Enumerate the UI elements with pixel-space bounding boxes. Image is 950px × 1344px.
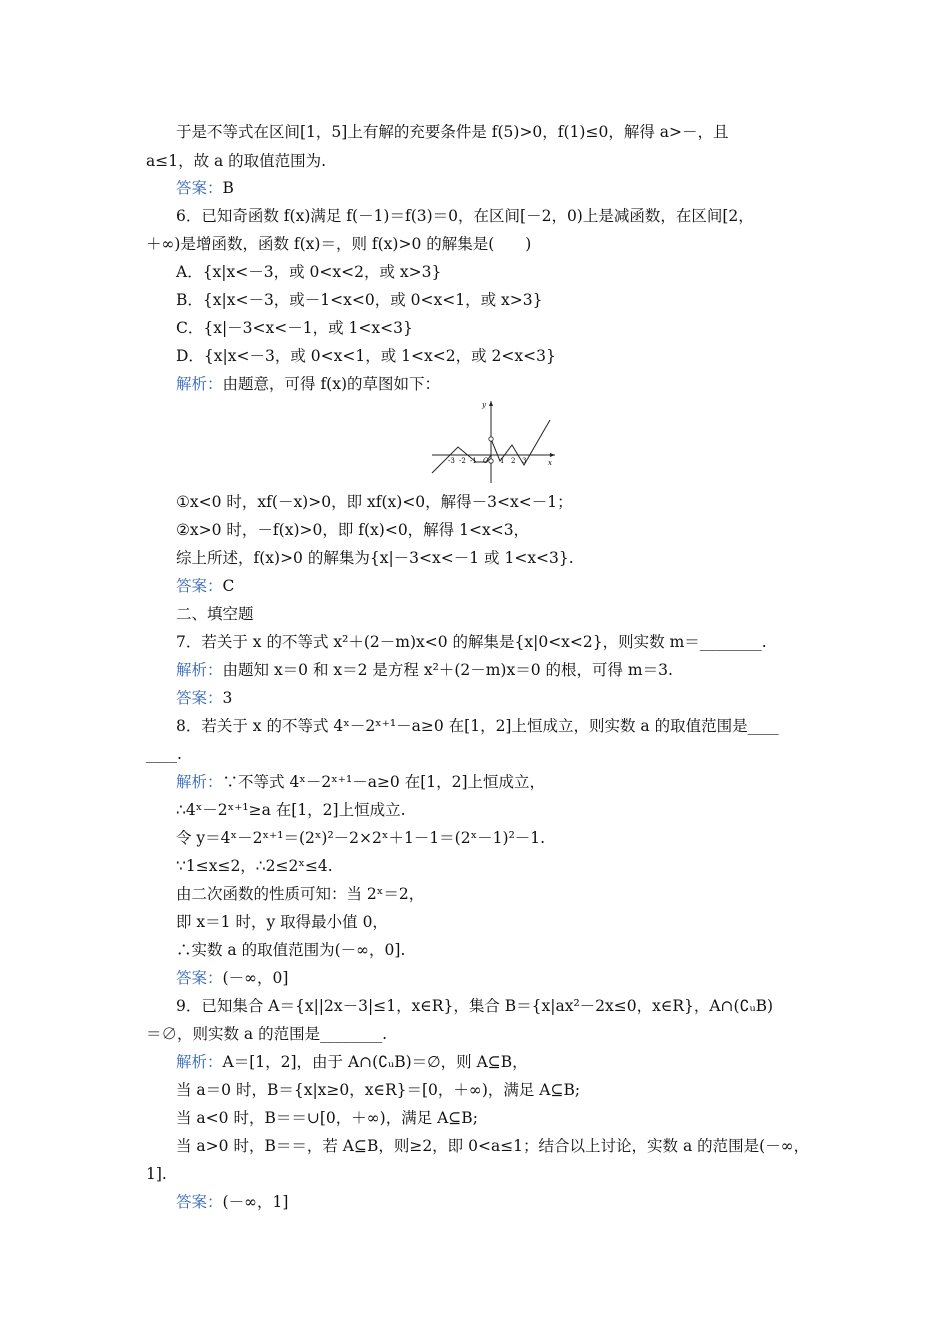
analysis-label: 解析：	[176, 375, 223, 393]
analysis-label: 解析：	[176, 1053, 223, 1071]
answer-label: 答案：	[176, 179, 223, 197]
text-line: ①x<0 时，xf(－x)>0，即 xf(x)<0，解得－3<x<－1；	[176, 493, 573, 511]
analysis-label: 解析：	[176, 773, 223, 791]
text-line: 由二次函数的性质可知：当 2ˣ＝2，	[176, 885, 425, 903]
text-line: 令 y＝4ˣ－2ˣ⁺¹＝(2ˣ)²－2×2ˣ＋1－1＝(2ˣ－1)²－1.	[176, 829, 546, 847]
section-heading: 二、填空题	[176, 605, 254, 623]
text-line: ∴4ˣ－2ˣ⁺¹≥a 在[1，2]上恒成立.	[176, 801, 406, 819]
option-d: D．{x|x<－3，或 0<x<1，或 1<x<2，或 2<x<3}	[176, 347, 556, 365]
answer-line: 答案：(－∞，1]	[176, 1193, 289, 1211]
y-axis-label: y	[482, 401, 486, 409]
tick-label: -3	[448, 457, 455, 465]
answer-label: 答案：	[176, 1193, 223, 1211]
text-line: 1].	[146, 1165, 167, 1183]
analysis-label: 解析：	[176, 661, 223, 679]
question-7: 7．若关于 x 的不等式 x²＋(2－m)x<0 的解集是{x|0<x<2}，则实数 m＝________.	[176, 633, 767, 651]
text-line: a≤1，故 a 的取值范围为.	[146, 152, 327, 170]
text-line: 当 a>0 时，B＝＝，若 A⊆B，则≥2，即 0<a≤1；结合以上讨论，实数 a 的范围是(－∞，	[176, 1137, 810, 1155]
analysis-line: 解析：A＝[1，2]，由于 A∩(∁ᵤB)＝∅，则 A⊆B，	[176, 1053, 528, 1071]
function-sketch-graph	[420, 395, 560, 485]
answer-line: 答案：C	[176, 577, 235, 595]
text-line: ②x>0 时，－f(x)>0，即 f(x)<0，解得 1<x<3，	[176, 521, 530, 539]
tick-label: 2	[511, 457, 516, 465]
question-9: 9．已知集合 A＝{x||2x－3|≤1，x∈R}，集合 B＝{x|ax²－2x≤0，x∈R}，A∩(∁ᵤB)	[176, 997, 774, 1015]
open-point-bottom	[489, 459, 493, 463]
question-6: 6．已知奇函数 f(x)满足 f(－1)＝f(3)＝0，在区间[－2，0)上是减函数，在区间[2，	[176, 207, 754, 225]
analysis-line: 解析：由题知 x＝0 和 x＝2 是方程 x²＋(2－m)x＝0 的根，可得 m＝3.	[176, 661, 673, 679]
option-a: A．{x|x<－3，或 0<x<2，或 x>3}	[176, 263, 442, 281]
tick-label: O	[483, 457, 489, 465]
open-point-top	[489, 437, 493, 441]
question-8: 8．若关于 x 的不等式 4ˣ－2ˣ⁺¹－a≥0 在[1，2]上恒成立，则实数 a 的取值范围是____	[176, 717, 779, 735]
analysis-line: 解析：∵不等式 4ˣ－2ˣ⁺¹－a≥0 在[1，2]上恒成立，	[176, 773, 546, 791]
text-line: 综上所述，f(x)>0 的解集为{x|－3<x<－1 或 1<x<3}.	[176, 549, 574, 567]
answer-line: 答案：3	[176, 689, 233, 707]
x-axis-arrow	[550, 453, 555, 457]
answer-line: 答案：B	[176, 179, 234, 197]
text-line: ∵1≤x≤2，∴2≤2ˣ≤4.	[176, 857, 333, 875]
text-line: ＋∞)是增函数，函数 f(x)＝，则 f(x)>0 的解集是( )	[146, 235, 532, 253]
analysis-line: 解析：由题意，可得 f(x)的草图如下：	[176, 375, 441, 393]
tick-label: -2	[459, 457, 466, 465]
text-line: ＝∅，则实数 a 的范围是________.	[146, 1025, 388, 1043]
answer-label: 答案：	[176, 689, 223, 707]
tick-label: 3	[522, 457, 527, 465]
text-line: 当 a＝0 时，B＝{x|x≥0，x∈R}＝[0，＋∞)，满足 A⊆B;	[176, 1081, 581, 1099]
option-b: B．{x|x<－3，或－1<x<0，或 0<x<1，或 x>3}	[176, 291, 543, 309]
answer-label: 答案：	[176, 969, 223, 987]
text-line: ∴实数 a 的取值范围为(－∞，0].	[176, 941, 406, 959]
text-line: 即 x＝1 时，y 取得最小值 0，	[176, 913, 388, 931]
text-line: 当 a<0 时，B＝＝∪[0，＋∞)，满足 A⊆B;	[176, 1109, 478, 1127]
tick-label: 1	[500, 457, 505, 465]
text-line: ____.	[146, 745, 182, 763]
tick-label: -1	[470, 457, 477, 465]
option-c: C．{x|－3<x<－1，或 1<x<3}	[176, 319, 413, 337]
text-line: 于是不等式在区间[1，5]上有解的充要条件是 f(5)>0，f(1)≤0，解得 a>－，且	[176, 123, 729, 141]
answer-label: 答案：	[176, 577, 223, 595]
x-axis-label: x	[548, 459, 552, 467]
y-axis-arrow	[489, 401, 493, 406]
answer-line: 答案：(－∞，0]	[176, 969, 289, 987]
